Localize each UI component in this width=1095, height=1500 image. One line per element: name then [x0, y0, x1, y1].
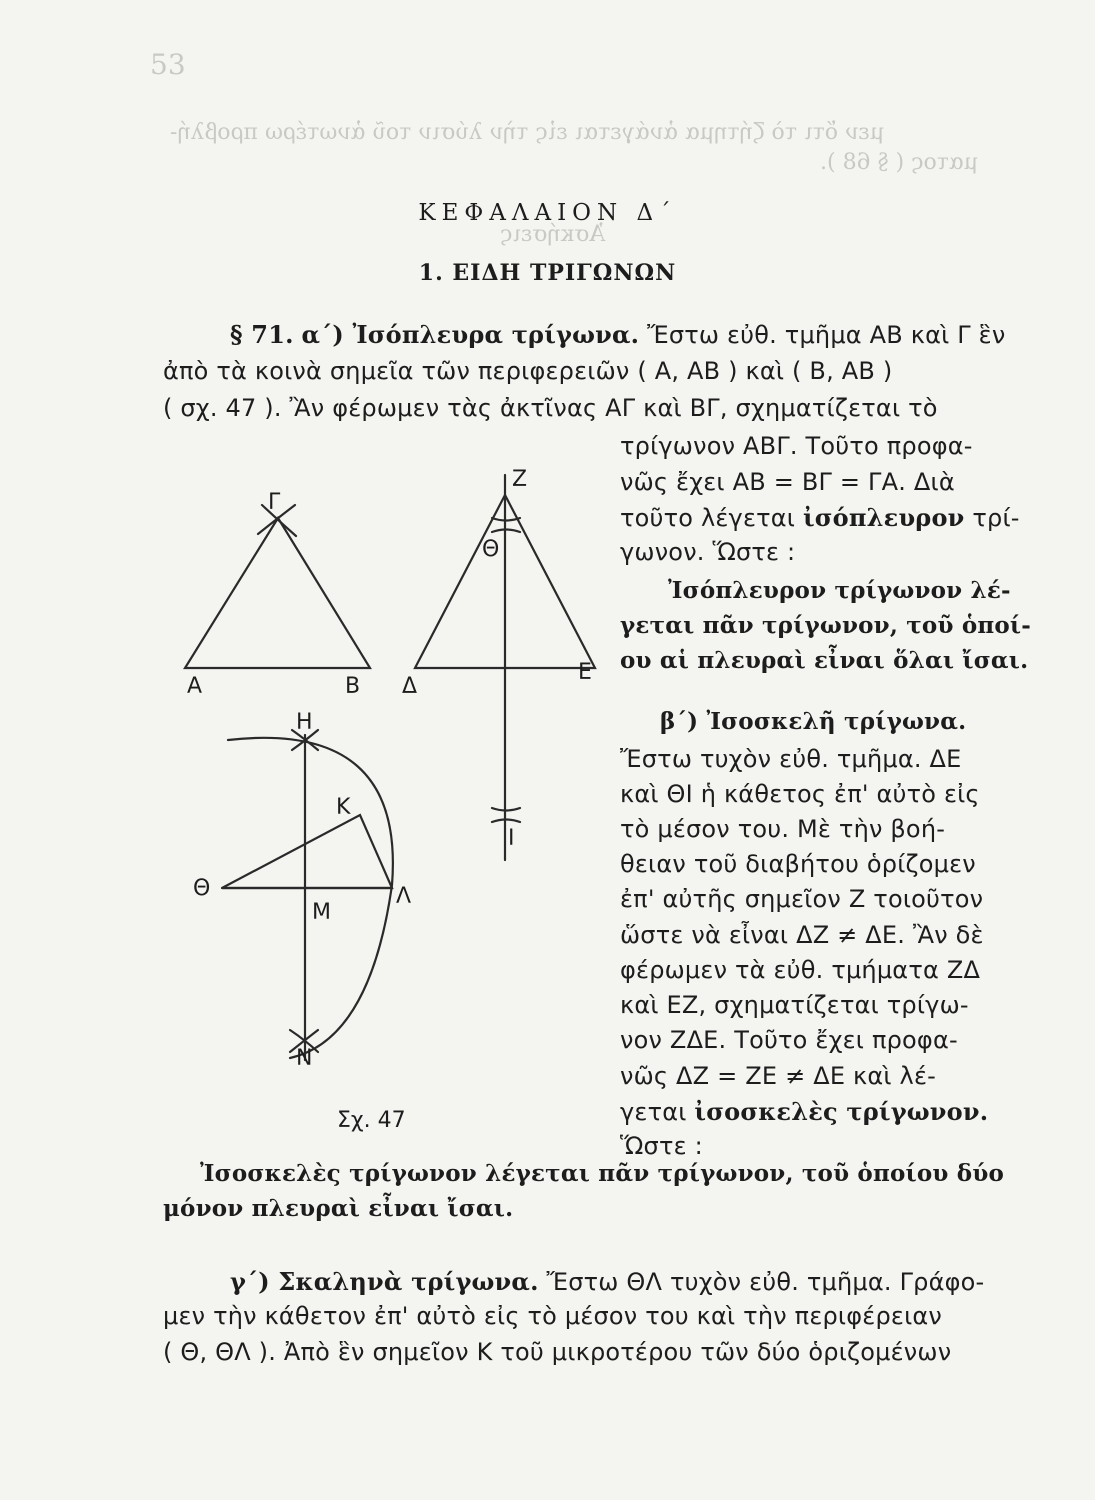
para71-line-1-rest: Ἔστω εὐθ. τμῆμα ΑΒ καὶ Γ ἓν	[647, 321, 1006, 349]
gamma-heading: γ΄) Σκαληνὰ τρίγωνα.	[230, 1267, 539, 1296]
equilateral-triangle	[185, 518, 370, 668]
beta-line-5: ἐπ' αὐτῆς σημεῖον Ζ τοιοῦτον	[620, 885, 984, 913]
gamma-line-3: ( Θ, ΘΛ ). Ἀπὸ ἓν σημεῖον Κ τοῦ μικροτέρου τῶν δύο ὁριζομένων	[163, 1338, 952, 1366]
term-isopleuron: ἰσόπλευρον	[802, 503, 965, 532]
definition-equilateral-3: ου αἱ πλευραὶ εἶναι ὅλαι ἴσαι.	[620, 647, 1029, 674]
label-eta: Η	[296, 710, 313, 735]
label-beta: Β	[345, 674, 361, 699]
show-through-line-1: μεν ὅτι τὸ ζήτημα ἀνάγεται εἰς τὴν λύσιν τοῦ ἀνωτέρω προβλή-	[170, 120, 885, 145]
label-theta-upper: Θ	[482, 537, 500, 562]
para71-line-6-post: τρί-	[964, 504, 1020, 532]
para71-line-6-pre: τοῦτο λέγεται	[620, 504, 803, 532]
definition-isosceles-1: Ἰσοσκελὲς τρίγωνον λέγεται πᾶν τρίγωνον, τοῦ ὁποίου δύο	[200, 1160, 1005, 1187]
beta-line-7: φέρωμεν τὰ εὐθ. τμήματα ΖΔ	[620, 956, 981, 984]
show-through-line-2: ματος ( § 68 ).	[820, 150, 979, 175]
beta-line-12: Ὥστε :	[620, 1132, 703, 1160]
beta-line-1: Ἔστω τυχὸν εὐθ. τμῆμα. ΔΕ	[620, 745, 962, 773]
beta-line-8: καὶ ΕΖ, σχηματίζεται τρίγω-	[620, 991, 969, 1019]
gamma-line-2: μεν τὴν κάθετον ἐπ' αὐτὸ εἰς τὸ μέσον του καὶ τὴν περιφέρειαν	[163, 1302, 943, 1330]
beta-line-11-pre: γεται	[620, 1098, 695, 1126]
label-nu: Ν	[296, 1046, 313, 1071]
label-theta: Θ	[193, 876, 211, 901]
beta-line-9: νον ΖΔΕ. Τοῦτο ἔχει προφα-	[620, 1026, 958, 1054]
para71-line-4: τρίγωνον ΑΒΓ. Τοῦτο προφα-	[620, 432, 973, 460]
label-delta: Δ	[402, 674, 418, 699]
beta-heading: β΄) Ἰσοσκελῆ τρίγωνα.	[660, 708, 967, 735]
para71-line-7: γωνον. Ὥστε :	[620, 538, 796, 566]
para71-item-heading: α΄) Ἰσόπλευρα τρίγωνα.	[301, 320, 640, 349]
term-isoskeles: ἰσοσκελὲς τρίγωνον.	[694, 1097, 989, 1126]
section-heading: 1. ΕΙΔΗ ΤΡΙΓΩΝΩΝ	[418, 260, 677, 286]
para71-line-3: ( σχ. 47 ). Ἂν φέρωμεν τὰς ἀκτῖνας ΑΓ καὶ ΒΓ, σχηματίζεται τὸ	[163, 394, 938, 422]
show-through-page-number: 53	[150, 48, 186, 81]
gamma-line-1-rest: Ἔστω ΘΛ τυχὸν εὐθ. τμῆμα. Γράφο-	[546, 1268, 985, 1296]
label-iota: Ι	[508, 826, 515, 851]
label-alpha: Α	[187, 674, 203, 699]
figure-caption: Σχ. 47	[337, 1108, 406, 1133]
chapter-heading: ΚΕΦΑΛΑΙΟΝ Δ΄	[418, 200, 677, 226]
definition-equilateral-1: Ἰσόπλευρον τρίγωνον λέ-	[668, 577, 1011, 604]
para71-line-2: ἀπὸ τὰ κοινὰ σημεῖα τῶν περιφερειῶν ( Α, ΑΒ ) καὶ ( Β, ΑΒ )	[163, 357, 893, 385]
beta-line-4: θειαν τοῦ διαβήτου ὁρίζομεν	[620, 850, 976, 878]
beta-line-2: καὶ ΘΙ ἡ κάθετος ἐπ' αὐτὸ εἰς	[620, 780, 980, 808]
circle-arc-theta	[228, 738, 393, 1058]
beta-line-3: τὸ μέσον του. Μὲ τὴν βοή-	[620, 815, 946, 843]
show-through-line-3: Ἀσκήσεις	[500, 222, 606, 247]
beta-line-10: νῶς ΔΖ = ΖΕ ≠ ΔΕ καὶ λέ-	[620, 1062, 936, 1090]
definition-equilateral-2: γεται πᾶν τρίγωνον, τοῦ ὁποί-	[620, 612, 1032, 639]
scalene-triangle	[222, 815, 392, 888]
beta-line-6: ὥστε νὰ εἶναι ΔΖ ≠ ΔΕ. Ἂν δὲ	[620, 921, 984, 949]
label-kappa: Κ	[336, 795, 351, 820]
label-mu: Μ	[312, 900, 331, 925]
label-zeta: Ζ	[512, 467, 528, 492]
para71-number: § 71.	[230, 320, 294, 349]
label-gamma: Γ	[268, 490, 281, 515]
para71-line-5: νῶς ἔχει ΑΒ = ΒΓ = ΓΑ. Διὰ	[620, 468, 955, 496]
label-epsilon: Ε	[578, 660, 592, 685]
definition-isosceles-2: μόνον πλευραὶ εἶναι ἴσαι.	[163, 1195, 514, 1222]
label-lambda: Λ	[396, 884, 412, 909]
